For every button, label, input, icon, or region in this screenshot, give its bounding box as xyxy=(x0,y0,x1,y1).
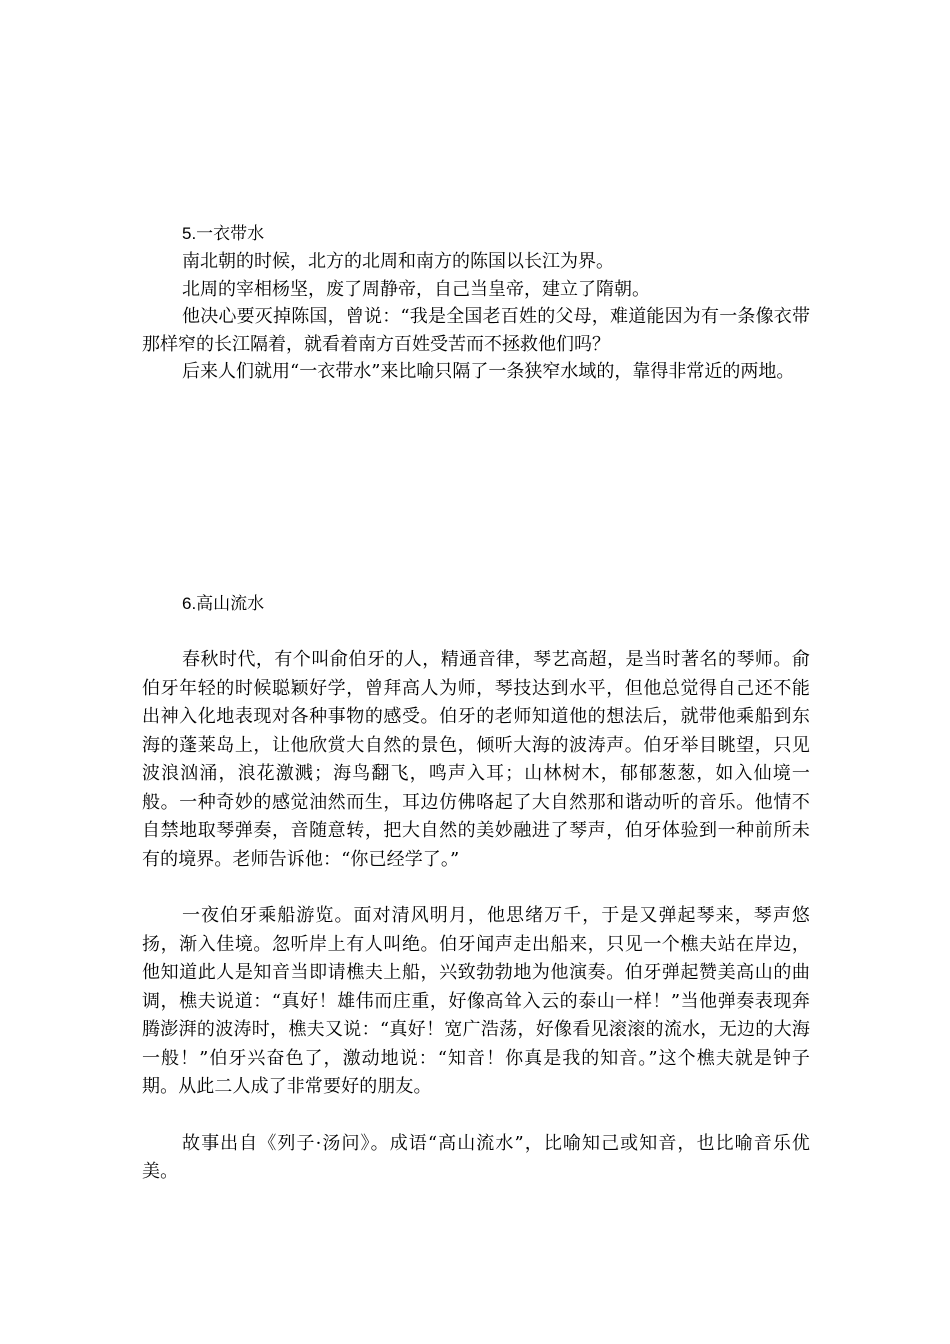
paragraph: 南北朝的时候，北方的北周和南方的陈国以长江为界。 xyxy=(182,251,614,272)
paragraph: 春秋时代，有个叫俞伯牙的人，精通音律，琴艺高超，是当时著名的琴师。俞伯牙年轻的时候聪颖好学，曾拜高人为师，琴技达到水平，但他总觉得自己还不能出神入化地表现对各种事物的感受。伯牙的老师知道他的想法后，就带他乘船到东海的蓬莱岛上，让他欣赏大自然的景色，倾听大海的波涛声。伯牙举目眺望，只见波浪汹涌，浪花激溅；海鸟翻飞，鸣声入耳；山林树木，郁郁葱葱，如入仙境一般。一种奇妙的感觉油然而生，耳边仿佛咯起了大自然那和谐动听的音乐。他情不自禁地取琴弹奏，音随意转，把大自然的美妙融进了琴声，伯牙体验到一种前所未有的境界。老师告诉他：“你已经学了。” xyxy=(142,649,810,870)
section-heading: 6.高山流水 xyxy=(182,594,265,613)
paragraph: 北周的宰相杨坚，废了周静帝，自己当皇帝，建立了隋朝。 xyxy=(182,278,650,300)
section-heading: 5.一衣带水 xyxy=(182,224,265,243)
section-yi-yi-dai-shui xyxy=(142,220,810,386)
paragraph: 故事出自《列子·汤问》。成语“高山流水”，比喻知己或知音，也比喻音乐优美。 xyxy=(142,1132,810,1182)
section-gao-shan-liu-shui xyxy=(142,590,810,1187)
paragraph: 他决心要灭掉陈国，曾说：“我是全国老百姓的父母，难道能因为有一条像衣带那样窄的长江隔着，就看着南方百姓受苦而不拯救他们吗？ xyxy=(142,306,810,355)
paragraph: 一夜伯牙乘船游览。面对清风明月，他思绪万千，于是又弹起琴来，琴声悠扬，渐入佳境。忽听岸上有人叫绝。伯牙闻声走出船来，只见一个樵夫站在岸边，他知道此人是知音当即请樵夫上船，兴致勃勃地为他演奏。伯牙弹起赞美高山的曲调，樵夫说道：“真好！雄伟而庄重，好像高耸入云的泰山一样！”当他弹奏表现奔腾澎湃的波涛时，樵夫又说：“真好！宽广浩荡，好像看见滚滚的流水，无边的大海一般！”伯牙兴奋色了，激动地说：“知音！你真是我的知音。”这个樵夫就是钟子期。从此二人成了非常要好的朋友。 xyxy=(142,905,810,1097)
paragraph: 后来人们就用“一衣带水”来比喻只隔了一条狭窄水域的，靠得非常近的两地。 xyxy=(182,361,795,382)
